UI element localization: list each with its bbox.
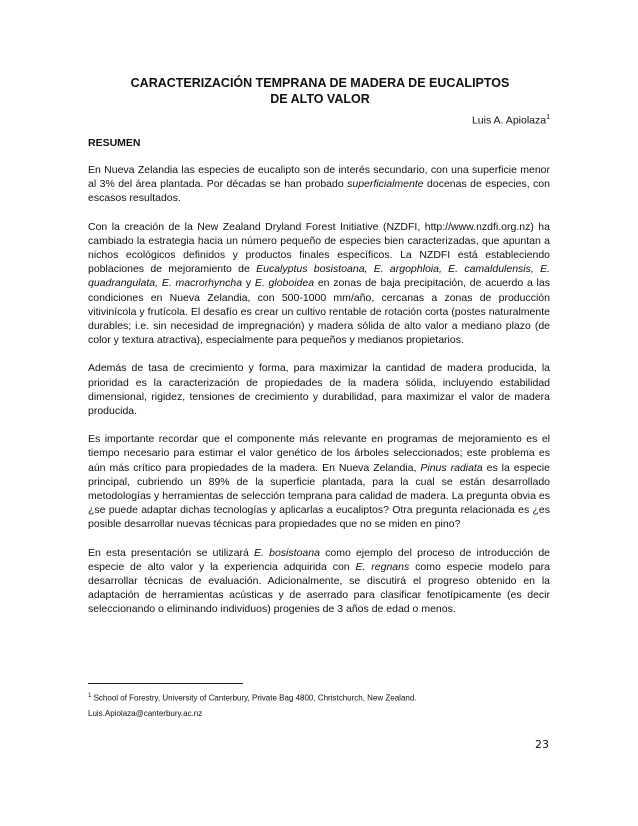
p1-italic-1: superficialmente bbox=[347, 178, 424, 191]
footnote-divider bbox=[88, 683, 243, 684]
p2-text-3: en zonas de baja precipitación, de acuerdo a las condiciones en Nueva Zelandia, con 500-1000 mm/año, cercanas a zonas de producción vitivinícola y frutícola. El desafío es crear un cultivo rentable de rotación corta (postes naturalmente durables; i.e. sin necesidad de impregnación) y madera sólida de alto valor a mediano plazo (de color y textura atractiva), especialmente para pequeños y medianos propietarios. bbox=[88, 277, 550, 347]
p5-italic-2: E. regnans bbox=[355, 560, 410, 573]
p5-text-3: como especie modelo para desarrollar técnicas de evaluación. Adicionalmente, se discutirá el progreso obtenido en la adaptación de herramientas acústicas y de aserrado para clasificar fenotípicamente (es decir seleccionando o eliminando individuos) progenies de 3 años de edad o menos. bbox=[88, 560, 550, 616]
author-footnote-mark: 1 bbox=[546, 114, 550, 121]
p5-text-2: como ejemplo del proceso de introducción de especie de alto valor y la experiencia adquirida con bbox=[88, 546, 550, 573]
p4-text-1: Es importante recordar que el componente más relevante en programas de mejoramiento es el tiempo necesario para estimar el valor genético de los árboles seleccionados; este problema es aún más crítico para propiedades de la madera. En Nueva Zelandia, bbox=[88, 433, 550, 474]
p5-italic-1: E. bosistoana bbox=[254, 546, 320, 559]
footnote bbox=[88, 689, 558, 721]
paragraph-4 bbox=[88, 432, 550, 531]
p2-text-2: y bbox=[242, 277, 255, 290]
p1-text-2: docenas de especies, con escasos resultados. bbox=[88, 178, 550, 205]
p4-italic-1: Pinus radiata bbox=[420, 461, 483, 474]
p1-text-1: En Nueva Zelandia las especies de eucalipto son de interés secundario, con una superficie menor al 3% del área plantada. Por décadas se han probado bbox=[88, 164, 550, 191]
p2-text-1: Con la creación de la New Zealand Dryland Forest Initiative (NZDFI, http://www.nzdfi.org.nz) ha cambiado la estrategia hacia un número pequeño de especies bien caracterizadas, que apuntan a nichos ecológicos definidos y productos finales específicos. La NZDFI está estableciendo poblaciones de mejoramiento de bbox=[88, 220, 550, 276]
footnote-affiliation-text: School of Forestry, University of Canterbury, Private Bag 4800, Christchurch, New Zealand. bbox=[93, 693, 417, 703]
section-heading-resumen: RESUMEN bbox=[88, 137, 141, 149]
author-name: Luis A. Apiolaza bbox=[471, 114, 547, 127]
p2-italic-2: E. globoidea bbox=[254, 277, 315, 290]
page-number: 23 bbox=[535, 738, 549, 751]
paragraph-1 bbox=[88, 163, 550, 206]
footnote-affiliation bbox=[88, 689, 558, 706]
p2-italic-1: Eucalyptus bosistoana, E. argophloia, E. camaldulensis, E. quadrangulata, E. macrorhyncha bbox=[88, 263, 550, 290]
paragraph-2 bbox=[88, 220, 550, 348]
footnote-mark: 1 bbox=[88, 693, 92, 699]
author-line bbox=[472, 114, 550, 127]
p5-text-1: En esta presentación se utilizará bbox=[88, 546, 255, 559]
title-line-2: DE ALTO VALOR bbox=[270, 92, 370, 106]
title-line-1: CARACTERIZACIÓN TEMPRANA DE MADERA DE EUCALIPTOS bbox=[130, 76, 510, 90]
paragraph-3: Además de tasa de crecimiento y forma, para maximizar la cantidad de madera producida, la prioridad es la caracterización de propiedades de la madera sólida, incluyendo estabilidad dimensional, rigidez, tensiones de crecimiento y durabilidad, para maximizar el valor de madera producida. bbox=[88, 362, 550, 418]
paragraph-5 bbox=[88, 546, 550, 617]
abstract-body bbox=[88, 163, 550, 631]
p4-text-2: es la especie principal, cubriendo un 89% de la superficie plantada, para la cual se están desarrollado metodologías y herramientas de selección temprana para calidad de madera. La pregunta obvia es ¿se puede adaptar dichas tecnologías y aplicarlas a eucaliptos? Otra pregunta relacionada es ¿es posible desarrollar nuevas técnicas para propiedades que no se miden en pino? bbox=[88, 461, 550, 531]
document-title bbox=[90, 75, 550, 107]
footnote-email: Luis.Apiolaza@canterbury.ac.nz bbox=[88, 708, 203, 718]
